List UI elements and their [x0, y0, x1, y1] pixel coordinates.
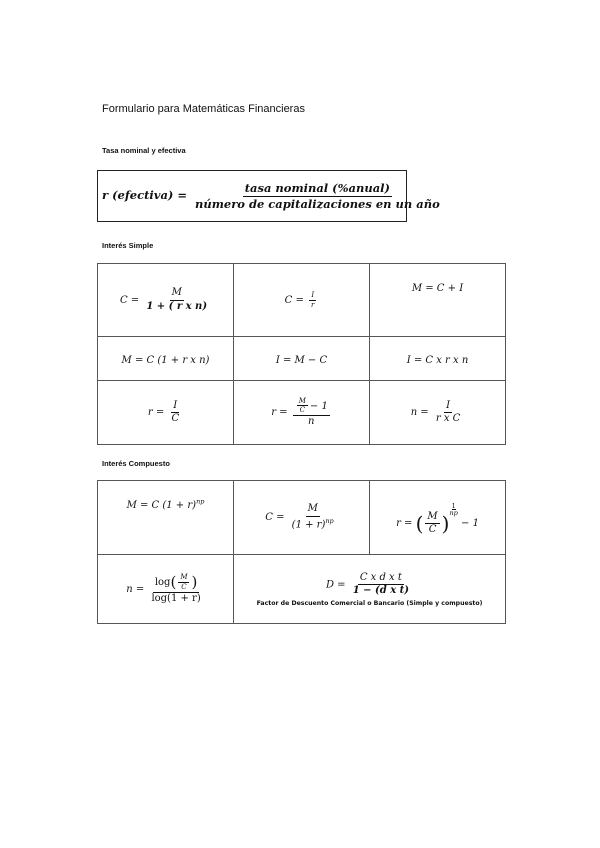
formula-cell: C = $\frac{M}{(1 + r)^{np}}$	[234, 481, 370, 555]
formula-tasa-efectiva	[102, 181, 444, 211]
formula-cell: I = C x r x n	[370, 337, 506, 381]
formula-denominator: número de capitalizaciones en un año	[195, 196, 440, 211]
formula-lhs: r (efectiva) =	[102, 188, 187, 202]
formula-cell: C = $\frac{I}{r}$	[234, 264, 370, 337]
formula-cell: M = C $(1 + r)^{np}$	[98, 481, 234, 555]
formula-cell: M = C + I	[370, 264, 506, 337]
formula-numerator: tasa nominal (%anual)	[244, 181, 390, 196]
table-row	[98, 555, 506, 624]
formula-cell: r = $\frac{M}{C}$ − 1 n	[234, 381, 370, 445]
interes-compuesto-table	[97, 480, 506, 624]
table-row	[98, 264, 506, 337]
formula-cell: D = $\frac{\text{C x d x t}}{\text{1 − (d x t)}}$ Factor de Descuento Comercial o Bancario (Simple y compuesto)	[234, 555, 506, 624]
formula-cell: n = log( $\frac{M}{C}$ ) log(1 + r)	[98, 555, 234, 624]
table-row	[98, 481, 506, 555]
section-title-interes-simple: Interés Simple	[102, 241, 154, 250]
formula-cell: I = M − C	[234, 337, 370, 381]
formula-box-tasa-efectiva	[97, 170, 440, 222]
table-row	[98, 381, 506, 445]
formula-cell: C = $\frac{M}{\text{1 + ( r x n)}}$	[98, 264, 234, 337]
table-row	[98, 337, 506, 381]
page-title: Formulario para Matemáticas Financieras	[102, 103, 305, 115]
formula-cell: n = $\frac{I}{\text{r x C}}$	[370, 381, 506, 445]
formula-cell: r = ( M C ) 1 np − 1	[370, 481, 506, 555]
section-title-nominal-efectiva: Tasa nominal y efectiva	[102, 146, 186, 155]
formula-cell: M = C (1 + r x n)	[98, 337, 234, 381]
formula-cell: r = $\frac{I}{C}$	[98, 381, 234, 445]
interes-simple-table	[97, 263, 506, 445]
section-title-interes-compuesto: Interés Compuesto	[102, 459, 170, 468]
formula-note: Factor de Descuento Comercial o Bancario (Simple y compuesto)	[256, 599, 483, 607]
